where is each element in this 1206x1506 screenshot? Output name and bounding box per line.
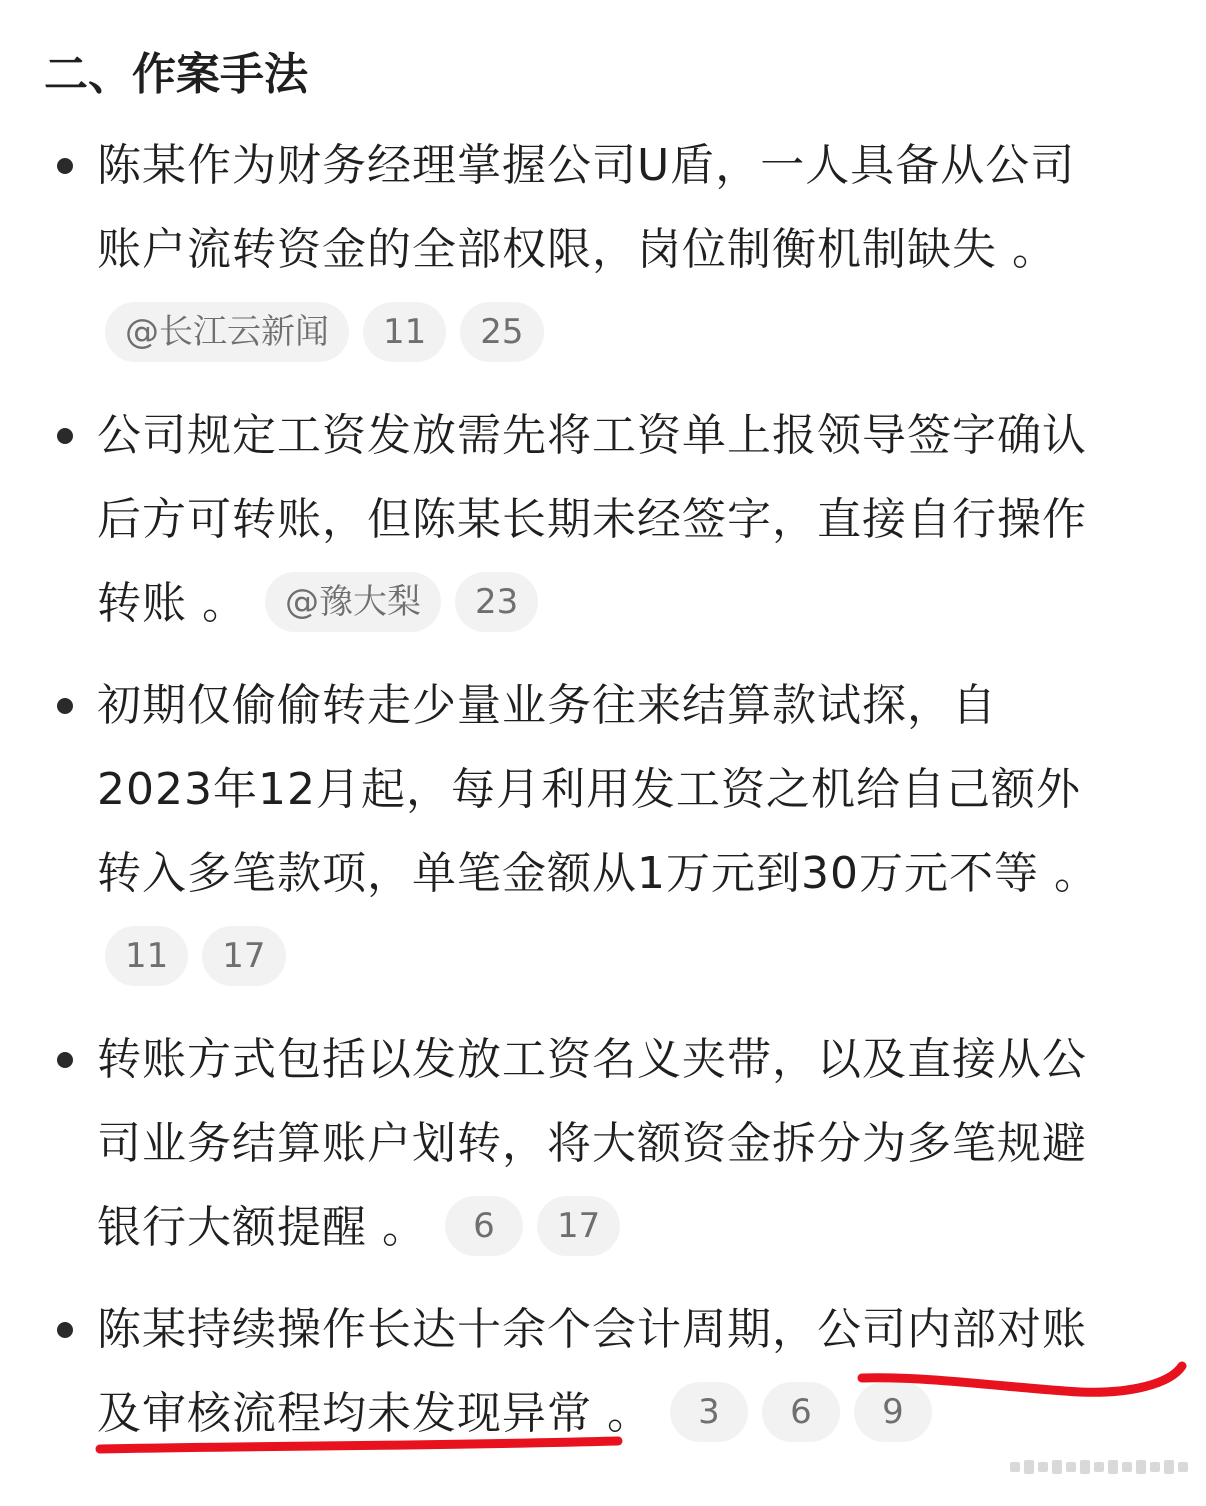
bullet-text <box>97 394 1167 646</box>
text-line: 转入多笔款项，单笔金额从1万元到30万元不等 。 <box>97 848 1099 899</box>
citation-pill[interactable]: 3 <box>670 1382 748 1442</box>
section-heading: 二、作案手法 <box>44 49 308 100</box>
text-line: 初期仅偷偷转走少量业务往来结算款试探，自 <box>97 680 997 731</box>
citation-pill[interactable]: 6 <box>445 1196 523 1256</box>
text-line: 后方可转账，但陈某长期未经签字，直接自行操作 <box>97 494 1087 545</box>
citation-pill[interactable]: 11 <box>363 302 446 362</box>
pill-row <box>105 916 1167 1000</box>
text-line-with-pills <box>97 1186 1167 1270</box>
text-fragment: 银行大额提醒 。 <box>97 1202 427 1253</box>
bullet-text <box>97 1018 1167 1270</box>
text-line: 陈某持续操作长达十余个会计周期，公司内部对账 <box>97 1304 1087 1355</box>
text-line-with-pills <box>97 562 1167 646</box>
text-fragment: 及审核流程均未发现异常 。 <box>97 1388 652 1439</box>
bullet-dot <box>57 1052 73 1068</box>
text-fragment: 转账 。 <box>97 578 247 629</box>
bullet-dot <box>57 428 73 444</box>
bullet-text <box>97 664 1167 1000</box>
citation-pill[interactable]: 9 <box>854 1382 932 1442</box>
citation-pill[interactable]: 23 <box>455 572 538 632</box>
bullet-dot <box>57 1322 73 1338</box>
citation-pill[interactable]: 17 <box>202 926 285 986</box>
source-pill[interactable]: @豫大梨 <box>265 572 441 632</box>
citation-pill[interactable]: 17 <box>537 1196 620 1256</box>
text-line-with-pills <box>97 1372 1167 1456</box>
text-line: 司业务结算账户划转，将大额资金拆分为多笔规避 <box>97 1118 1087 1169</box>
bullet-text <box>97 1288 1167 1456</box>
bullet-text <box>97 124 1167 376</box>
citation-pill[interactable]: 6 <box>762 1382 840 1442</box>
text-line: 账户流转资金的全部权限，岗位制衡机制缺失 。 <box>97 224 1057 275</box>
text-line: 公司规定工资发放需先将工资单上报领导签字确认 <box>97 410 1087 461</box>
pill-row <box>105 292 1167 376</box>
citation-pill[interactable]: 11 <box>105 926 188 986</box>
text-line: 陈某作为财务经理掌握公司U盾，一人具备从公司 <box>97 140 1076 191</box>
watermark-icon <box>1008 1456 1198 1478</box>
text-line: 2023年12月起，每月利用发工资之机给自己额外 <box>97 764 1081 815</box>
bullet-dot <box>57 158 73 174</box>
bullet-dot <box>57 698 73 714</box>
source-pill[interactable]: @长江云新闻 <box>105 302 349 362</box>
citation-pill[interactable]: 25 <box>460 302 543 362</box>
text-line: 转账方式包括以发放工资名义夹带，以及直接从公 <box>97 1034 1087 1085</box>
